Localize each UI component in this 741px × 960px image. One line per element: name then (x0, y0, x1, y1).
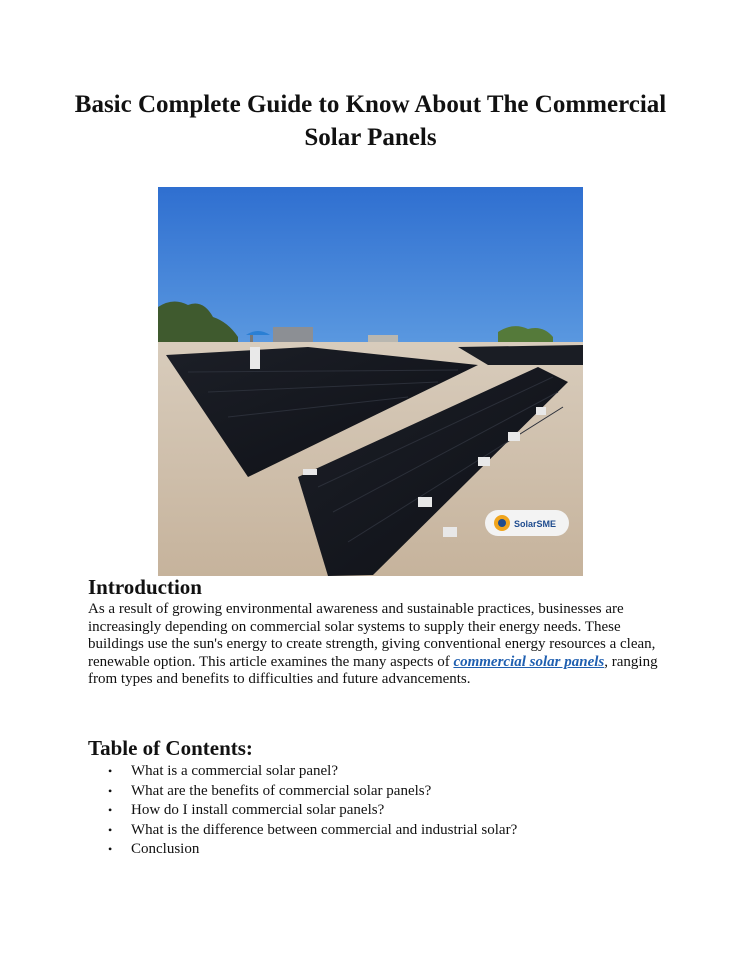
toc-item-label: What is a commercial solar panel? (131, 763, 338, 779)
section-heading-introduction: Introduction (88, 575, 202, 599)
bullet-icon: • (108, 822, 113, 837)
bullet-icon: • (108, 764, 113, 778)
page-title: Basic Complete Guide to Know About The Commercial Solar Panels (74, 91, 667, 151)
section-heading-toc: Table of Contents: (88, 736, 253, 760)
intro-paragraph (88, 601, 663, 689)
bullet-icon: • (108, 783, 113, 798)
table-of-contents-list (108, 762, 517, 860)
list-item[interactable] (108, 840, 517, 860)
list-item[interactable] (108, 782, 517, 802)
commercial-solar-panels-link[interactable]: commercial solar panels (453, 653, 605, 670)
toc-item-label: What is the difference between commercial and industrial solar? (131, 821, 518, 838)
intro-text-start: As a result of growing environmental awareness and sustainable practices, businesses are increasingly depending on commercial solar systems to supply their energy needs. These buildings use the sun's energy to create strength, giving conventional energy resources a clean, renewable option. This article examines the many aspects of (88, 601, 656, 670)
bullet-icon: • (108, 842, 113, 857)
solar-array-photo (158, 187, 583, 576)
intro-text-end: , ranging from types and benefits to difficulties and future advancements. (88, 653, 658, 688)
bullet-icon: • (108, 803, 113, 818)
list-item[interactable] (108, 821, 517, 841)
toc-item-label: How do I install commercial solar panels? (131, 802, 385, 819)
list-item[interactable] (108, 762, 517, 782)
toc-item-label: Conclusion (131, 841, 200, 858)
list-item[interactable] (108, 801, 517, 821)
logo-text: SolarSME (514, 519, 557, 529)
toc-item-label: What are the benefits of commercial solar panels? (131, 782, 432, 799)
